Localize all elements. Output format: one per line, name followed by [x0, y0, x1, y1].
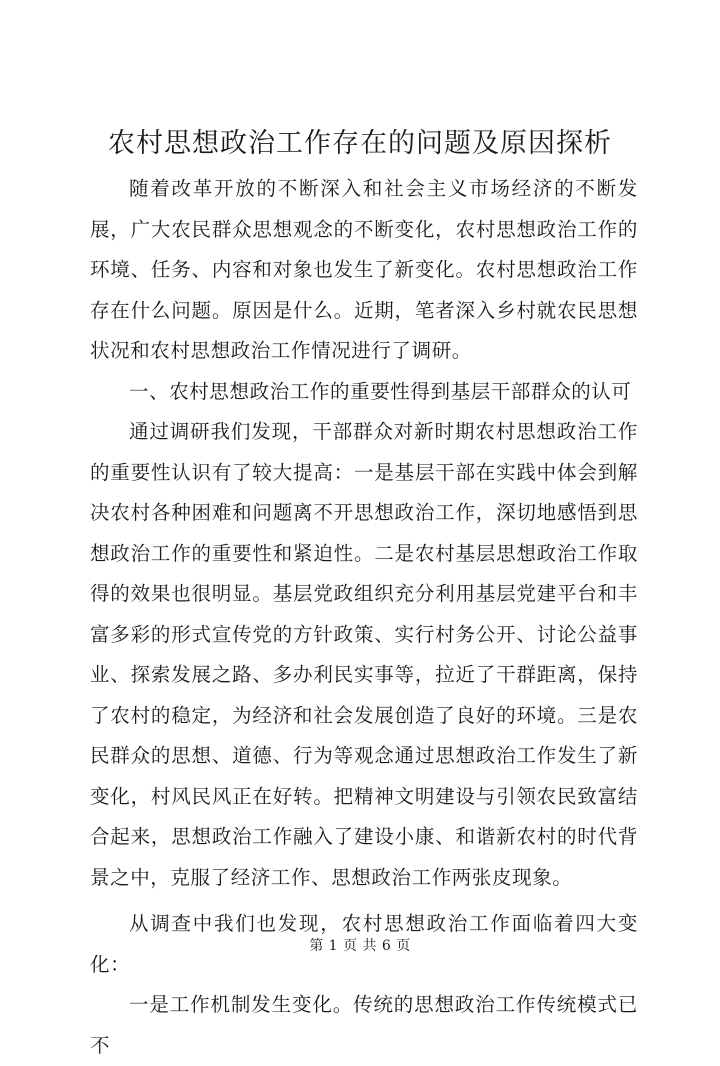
paragraph-change-one: 一是工作机制发生变化。传统的思想政治工作传统模式已不: [90, 993, 638, 1057]
paragraph-intro: 随着改革开放的不断深入和社会主义市场经济的不断发展，广大农民群众思想观念的不断变化，农村思想政治工作的环境、任务、内容和对象也发生了新变化。农村思想政治工作存在什么问题。原因是什么。近期，笔者深入乡村就农民思想状况和农村思想政治工作情况进行了调研。: [90, 177, 638, 362]
paragraph-four-changes: 从调查中我们也发现，农村思想政治工作面临着四大变化：: [90, 912, 638, 976]
paragraph-findings: 通过调研我们发现，干部群众对新时期农村思想政治工作的重要性认识有了较大提高：一是基层干部在实践中体会到解决农村各种困难和问题离不开思想政治工作，深切地感悟到思想政治工作的重要性和紧迫性。二是农村基层思想政治工作取得的效果也很明显。基层党政组织充分利用基层党建平台和丰富多彩的形式宣传党的方针政策、实行村务公开、讨论公益事业、探索发展之路、多办利民实事等，拉近了干群距离，保持了农村的稳定，为经济和社会发展创造了良好的环境。三是农民群众的思想、道德、行为等观念通过思想政治工作发生了新变化，村风民风正在好转。把精神文明建设与引领农民致富结合起来，思想政治工作融入了建设小康、和谐新农村的时代背景之中，克服了经济工作、思想政治工作两张皮现象。: [90, 420, 638, 889]
document-title: 农村思想政治工作存在的问题及原因探析: [108, 128, 612, 159]
document-body: [90, 169, 638, 1066]
section-heading-1: 一、农村思想政治工作的重要性得到基层干部群众的认可: [129, 379, 632, 403]
page-number-footer: 第 1 页 共 6 页: [309, 938, 411, 954]
